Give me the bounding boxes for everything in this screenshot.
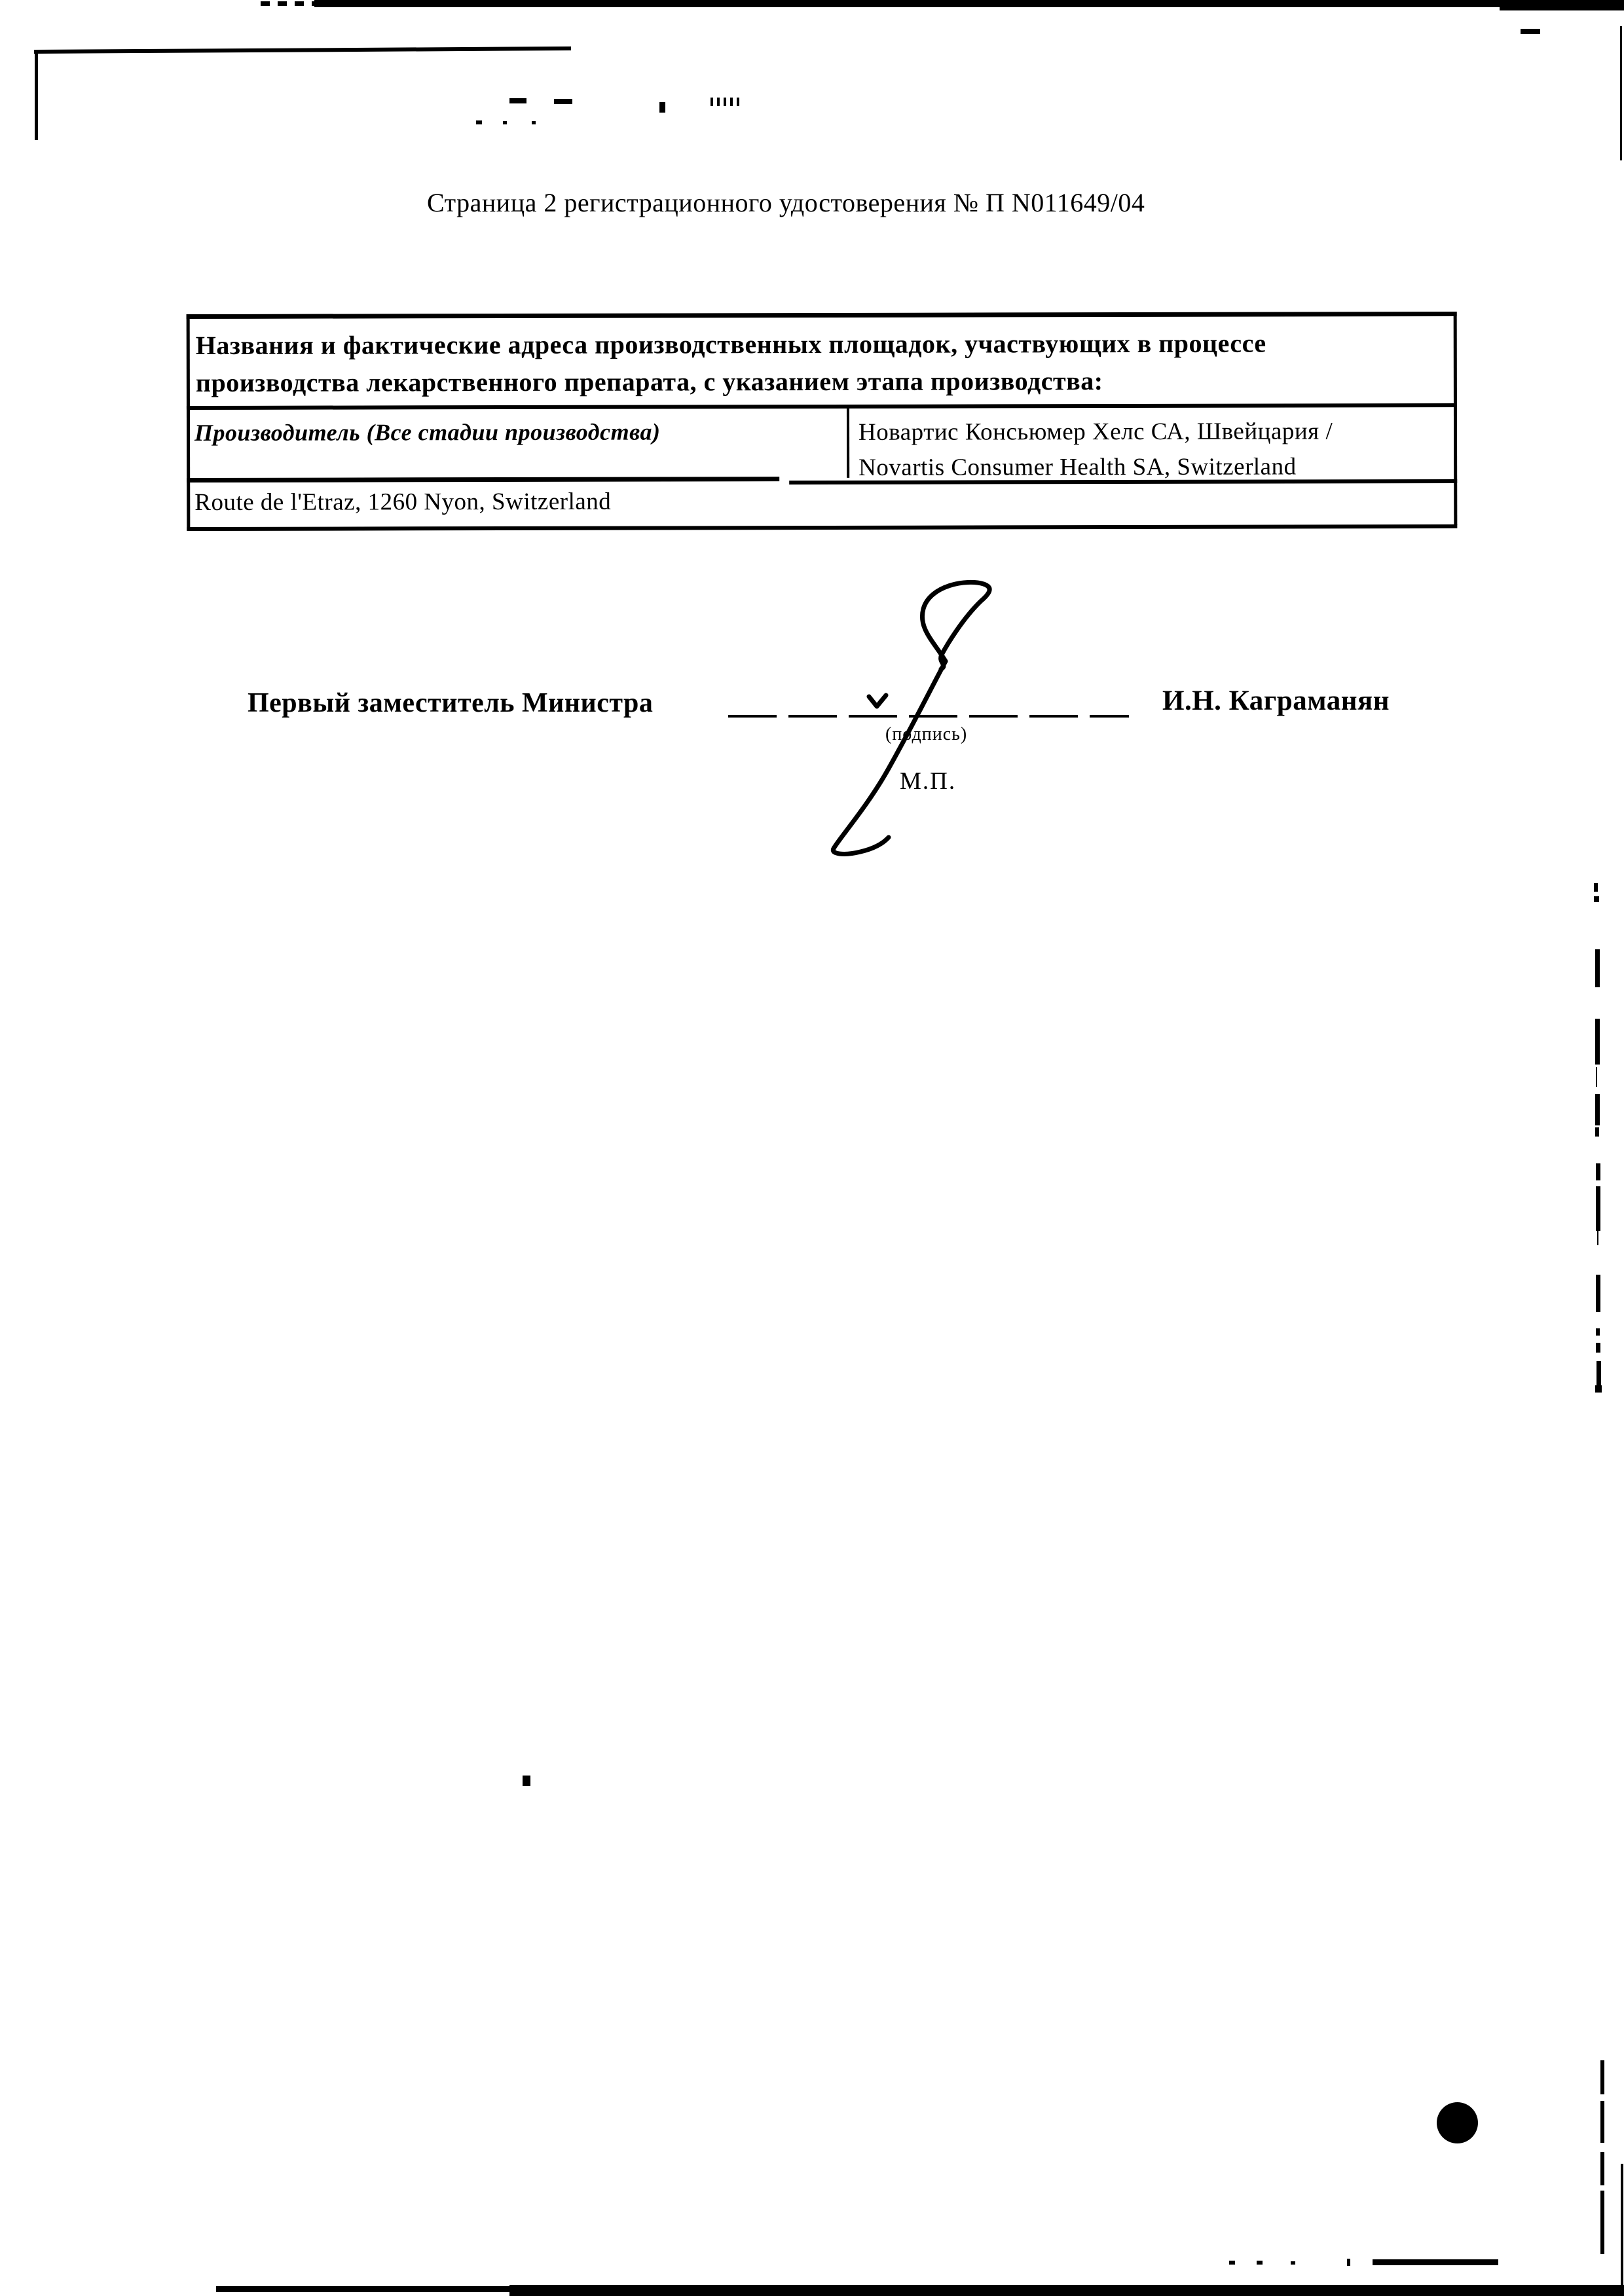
scan-artifact-margin-mark [1600, 2152, 1604, 2185]
scan-artifact-speck [503, 121, 507, 124]
signatory-name: И.Н. Каграманян [1162, 685, 1390, 716]
scan-artifact-corner-horizontal [34, 46, 571, 54]
scan-artifact-margin-mark [1596, 1361, 1601, 1386]
scan-artifact-right-edge-top [1620, 26, 1622, 160]
scan-artifact-margin-mark [1600, 2060, 1604, 2094]
scan-artifact-margin-mark [1595, 1385, 1602, 1393]
scan-artifact-margin-mark [1596, 1186, 1600, 1231]
ink-dot [1437, 2102, 1478, 2143]
scan-artifact-bottom-dash [1373, 2259, 1498, 2265]
seal-placeholder-label: М.П. [900, 768, 957, 795]
scan-artifact-margin-mark [1595, 1127, 1599, 1137]
signature-caption: (подпись) [885, 724, 968, 744]
scan-artifact-margin-mark [1594, 883, 1598, 892]
scan-artifact-speck [659, 102, 665, 113]
scan-artifact-margin-mark [1596, 1328, 1600, 1336]
table-divider-row2-left [187, 477, 779, 483]
scan-artifact-margin-mark [1600, 2191, 1604, 2254]
signature-main-stroke [833, 661, 946, 854]
scan-artifact-speck [1347, 2259, 1350, 2266]
scan-artifact-top-bar [314, 0, 1624, 7]
scan-artifact-margin-mark [1596, 1275, 1600, 1312]
scan-artifact-speck [1291, 2261, 1295, 2265]
scan-artifact-speck [1257, 2261, 1263, 2265]
signature-loop-stroke [922, 582, 989, 669]
scan-artifact-margin-mark [1595, 949, 1600, 987]
table-column-divider [847, 409, 849, 478]
table-divider-header [187, 403, 1457, 410]
scan-artifact-speck [554, 99, 572, 104]
scan-artifact-speck [509, 98, 526, 103]
producer-label-cell: Производитель (Все стадии производства) [194, 418, 661, 446]
scan-artifact-tick-group [710, 98, 743, 106]
scan-artifact-speck [476, 120, 482, 124]
scan-artifact-margin-mark [1594, 896, 1599, 902]
scan-artifact-corner-vertical [35, 51, 38, 140]
address-cell: Route de l'Etraz, 1260 Nyon, Switzerland [194, 488, 612, 517]
scan-artifact-speck [1229, 2261, 1235, 2265]
handwritten-signature [805, 556, 1028, 871]
signatory-title: Первый заместитель Министра [248, 688, 654, 718]
scan-artifact-margin-mark [1596, 1163, 1600, 1180]
scan-artifact-margin-mark [1600, 2101, 1604, 2143]
producer-value-en: Novartis Consumer Health SA, Switzerland [858, 453, 1297, 481]
scan-artifact-top-bar-right [1500, 0, 1624, 10]
page-title: Страница 2 регистрационного удостоверения № П N011649/04 [427, 188, 1145, 217]
table-border-left [187, 314, 191, 530]
scan-artifact-top-dashes [261, 1, 316, 6]
table-header-cell: Названия и фактические адреса производственных площадок, участвующих в процессе производства лекарственного препарата, с указанием этапа производства: [195, 328, 1266, 397]
table-border-top [187, 312, 1457, 319]
scan-artifact-margin-mark [1595, 1094, 1600, 1125]
scan-artifact-margin-mark [1596, 1067, 1597, 1087]
scan-artifact-bottom-bar [216, 2286, 511, 2292]
table-border-bottom [187, 524, 1457, 531]
scan-artifact-margin-mark [1596, 1343, 1600, 1353]
producer-value-ru: Новартис Консьюмер Хелс СА, Швейцария / [858, 418, 1333, 446]
producer-value-cell [858, 414, 1333, 485]
signature-check-stroke [869, 695, 886, 706]
scan-artifact-top-right-dash [1521, 29, 1540, 34]
table-border-right [1454, 312, 1458, 525]
scan-artifact-bottom-bar [509, 2285, 1624, 2296]
manufacturers-table [187, 312, 1458, 532]
scan-artifact-margin-mark [1597, 1231, 1598, 1245]
scan-artifact-speck [523, 1776, 530, 1786]
scan-artifact-margin-mark [1595, 1019, 1600, 1065]
scan-artifact-speck [532, 121, 536, 124]
scan-artifact-right-edge-bottom [1621, 2164, 1623, 2291]
